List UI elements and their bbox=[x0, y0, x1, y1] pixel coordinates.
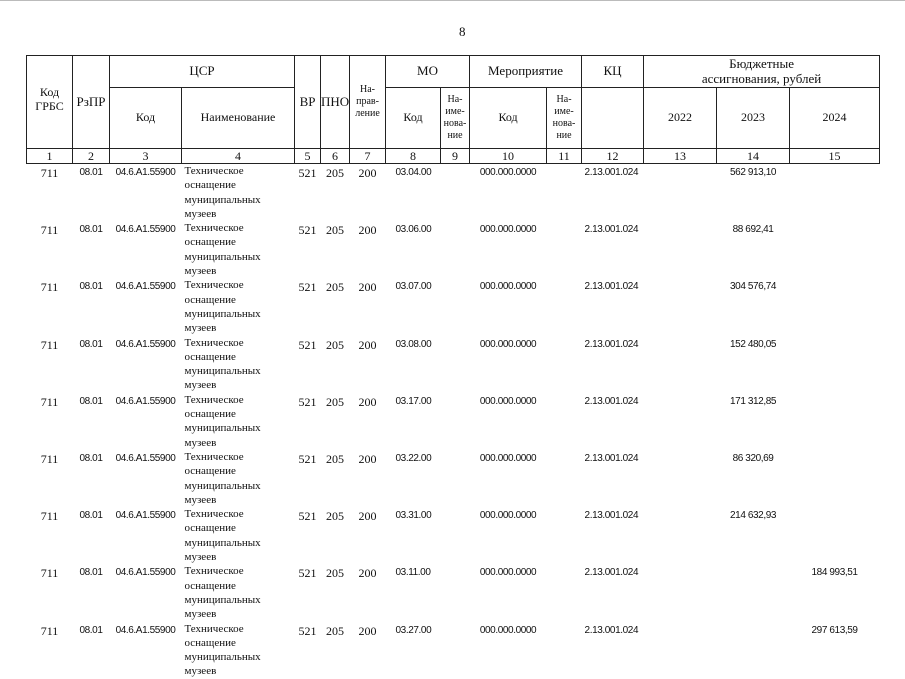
kc-cell: 2.13.001.024 bbox=[584, 452, 639, 464]
csr-name-cell: Техническое оснащение муниципальных музеев bbox=[184, 622, 261, 678]
csr-code-cell: 04.6.A1.55900 bbox=[115, 167, 176, 178]
amount-2023-cell: 304 576,74 bbox=[730, 281, 777, 293]
mo-code-cell: 03.08.00 bbox=[395, 338, 432, 350]
header-event-name: На- име- нова- ние bbox=[547, 88, 582, 149]
table-row bbox=[27, 622, 880, 679]
header-event: Мероприятие bbox=[470, 56, 582, 88]
pno-cell: 205 bbox=[326, 337, 345, 352]
pno-cell: 205 bbox=[326, 566, 345, 581]
column-number: 12 bbox=[582, 149, 644, 164]
kc-cell: 2.13.001.024 bbox=[584, 624, 639, 636]
amount-2022-cell bbox=[644, 221, 717, 278]
event-name-cell bbox=[547, 507, 582, 564]
amount-2023-cell: 171 312,85 bbox=[730, 395, 777, 407]
amount-2024-cell bbox=[790, 336, 880, 393]
event-name-cell bbox=[547, 221, 582, 278]
mo-name-cell bbox=[441, 221, 470, 278]
amount-2024-cell bbox=[790, 221, 880, 278]
header-csr: ЦСР bbox=[110, 56, 295, 88]
amount-2024-cell bbox=[790, 164, 880, 222]
page-top-border bbox=[0, 0, 905, 1]
header-kc-empty bbox=[582, 88, 644, 149]
header-grbs: Код ГРБС bbox=[27, 56, 73, 149]
event-code-cell: 000.000.0000 bbox=[479, 452, 537, 464]
direction-cell: 200 bbox=[358, 566, 377, 581]
amount-2022-cell bbox=[644, 622, 717, 679]
budget-table bbox=[26, 55, 880, 679]
direction-cell: 200 bbox=[358, 337, 377, 352]
amount-2023-cell: 86 320,69 bbox=[732, 452, 774, 464]
csr-code-cell: 04.6.A1.55900 bbox=[115, 510, 176, 522]
event-code-cell: 000.000.0000 bbox=[479, 281, 537, 293]
amount-2023-cell bbox=[717, 622, 790, 679]
kc-cell: 2.13.001.024 bbox=[584, 395, 639, 407]
event-code-cell: 000.000.0000 bbox=[479, 567, 537, 579]
vr-cell: 521 bbox=[298, 166, 317, 180]
column-number: 3 bbox=[110, 149, 182, 164]
grbs-cell: 711 bbox=[40, 337, 59, 352]
column-number: 1 bbox=[27, 149, 73, 164]
amount-2023-cell bbox=[717, 564, 790, 621]
csr-name-cell: Техническое оснащение муниципальных музеев bbox=[184, 279, 261, 335]
header-event-code: Код bbox=[470, 88, 547, 149]
event-name-cell bbox=[547, 622, 582, 679]
direction-cell: 200 bbox=[358, 223, 377, 238]
mo-code-cell: 03.06.00 bbox=[395, 224, 432, 236]
column-number-row bbox=[27, 149, 880, 164]
header-mo-code: Код bbox=[386, 88, 441, 149]
column-number: 13 bbox=[644, 149, 717, 164]
header-csr-code: Код bbox=[110, 88, 182, 149]
direction-cell: 200 bbox=[358, 451, 377, 466]
amount-2023-cell: 214 632,93 bbox=[730, 510, 777, 522]
kc-cell: 2.13.001.024 bbox=[584, 567, 639, 579]
amount-2022-cell bbox=[644, 450, 717, 507]
column-number: 10 bbox=[470, 149, 547, 164]
csr-name-cell: Техническое оснащение муниципальных музеев bbox=[184, 393, 261, 449]
column-number: 7 bbox=[350, 149, 386, 164]
grbs-cell: 711 bbox=[40, 623, 59, 638]
event-code-cell: 000.000.0000 bbox=[479, 624, 537, 636]
rzpr-cell: 08.01 bbox=[79, 510, 103, 522]
page-number: 8 bbox=[459, 24, 466, 39]
table-row bbox=[27, 393, 880, 450]
header-pno: ПНО bbox=[321, 56, 350, 149]
amount-2024-cell bbox=[790, 450, 880, 507]
vr-cell: 521 bbox=[298, 509, 317, 524]
amount-2022-cell bbox=[644, 393, 717, 450]
mo-name-cell bbox=[441, 507, 470, 564]
table-row bbox=[27, 336, 880, 393]
direction-cell: 200 bbox=[358, 280, 377, 295]
kc-cell: 2.13.001.024 bbox=[584, 510, 639, 522]
amount-2022-cell bbox=[644, 336, 717, 393]
rzpr-cell: 08.01 bbox=[79, 395, 103, 407]
header-mo: МО bbox=[386, 56, 470, 88]
amount-2024-cell bbox=[790, 507, 880, 564]
event-name-cell bbox=[547, 393, 582, 450]
event-name-cell bbox=[547, 336, 582, 393]
pno-cell: 205 bbox=[326, 623, 345, 638]
rzpr-cell: 08.01 bbox=[79, 224, 103, 236]
csr-name-cell: Техническое оснащение муниципальных музеев bbox=[184, 450, 261, 506]
grbs-cell: 711 bbox=[40, 509, 59, 524]
event-code-cell: 000.000.0000 bbox=[479, 167, 537, 178]
mo-name-cell bbox=[441, 622, 470, 679]
grbs-cell: 711 bbox=[40, 394, 59, 409]
amount-2022-cell bbox=[644, 278, 717, 335]
csr-name-cell: Техническое оснащение муниципальных музеев bbox=[184, 336, 261, 392]
vr-cell: 521 bbox=[298, 566, 317, 581]
rzpr-cell: 08.01 bbox=[79, 281, 103, 293]
csr-code-cell: 04.6.A1.55900 bbox=[115, 224, 176, 236]
direction-cell: 200 bbox=[358, 394, 377, 409]
column-number: 14 bbox=[717, 149, 790, 164]
event-code-cell: 000.000.0000 bbox=[479, 338, 537, 350]
mo-name-cell bbox=[441, 564, 470, 621]
column-number: 6 bbox=[321, 149, 350, 164]
kc-cell: 2.13.001.024 bbox=[584, 281, 639, 293]
amount-2024-cell bbox=[790, 278, 880, 335]
column-number: 8 bbox=[386, 149, 441, 164]
pno-cell: 205 bbox=[326, 509, 345, 524]
csr-name-cell: Техническое оснащение муниципальных музеев bbox=[184, 222, 261, 278]
amount-2022-cell bbox=[644, 164, 717, 222]
event-name-cell bbox=[547, 564, 582, 621]
event-name-cell bbox=[547, 164, 582, 222]
mo-code-cell: 03.27.00 bbox=[395, 624, 432, 636]
vr-cell: 521 bbox=[298, 451, 317, 466]
pno-cell: 205 bbox=[326, 223, 345, 238]
header-year-2024: 2024 bbox=[790, 88, 880, 149]
amount-2024-cell bbox=[790, 393, 880, 450]
csr-name-cell: Техническое оснащение муниципальных музеев bbox=[184, 508, 261, 564]
header-kc: КЦ bbox=[582, 56, 644, 88]
amount-2022-cell bbox=[644, 507, 717, 564]
header-budget: Бюджетные ассигнования, рублей bbox=[644, 56, 880, 88]
amount-2023-cell: 562 913,10 bbox=[730, 167, 777, 178]
mo-name-cell bbox=[441, 450, 470, 507]
pno-cell: 205 bbox=[326, 280, 345, 295]
event-code-cell: 000.000.0000 bbox=[479, 395, 537, 407]
grbs-cell: 711 bbox=[40, 280, 59, 295]
table-row bbox=[27, 278, 880, 335]
kc-cell: 2.13.001.024 bbox=[584, 167, 639, 178]
rzpr-cell: 08.01 bbox=[79, 338, 103, 350]
mo-name-cell bbox=[441, 393, 470, 450]
mo-code-cell: 03.22.00 bbox=[395, 452, 432, 464]
amount-2024-cell: 297 613,59 bbox=[811, 624, 858, 636]
mo-code-cell: 03.17.00 bbox=[395, 395, 432, 407]
table-row bbox=[27, 564, 880, 621]
table-body bbox=[27, 164, 880, 679]
vr-cell: 521 bbox=[298, 337, 317, 352]
mo-name-cell bbox=[441, 336, 470, 393]
kc-cell: 2.13.001.024 bbox=[584, 338, 639, 350]
event-name-cell bbox=[547, 450, 582, 507]
rzpr-cell: 08.01 bbox=[79, 167, 103, 178]
header-year-2023: 2023 bbox=[717, 88, 790, 149]
column-number: 2 bbox=[73, 149, 110, 164]
header-rzpr: РзПР bbox=[73, 56, 110, 149]
column-number: 4 bbox=[182, 149, 295, 164]
csr-code-cell: 04.6.A1.55900 bbox=[115, 338, 176, 350]
csr-code-cell: 04.6.A1.55900 bbox=[115, 452, 176, 464]
header-year-2022: 2022 bbox=[644, 88, 717, 149]
event-code-cell: 000.000.0000 bbox=[479, 510, 537, 522]
pno-cell: 205 bbox=[326, 394, 345, 409]
csr-code-cell: 04.6.A1.55900 bbox=[115, 281, 176, 293]
table-row bbox=[27, 221, 880, 278]
direction-cell: 200 bbox=[358, 166, 377, 180]
rzpr-cell: 08.01 bbox=[79, 567, 103, 579]
grbs-cell: 711 bbox=[40, 451, 59, 466]
table-row bbox=[27, 164, 880, 222]
header-direction: На- прав- ление bbox=[350, 56, 386, 149]
header-vr: ВР bbox=[295, 56, 321, 149]
csr-name-cell: Техническое оснащение муниципальных музеев bbox=[184, 165, 261, 220]
mo-code-cell: 03.04.00 bbox=[395, 167, 432, 178]
mo-code-cell: 03.07.00 bbox=[395, 281, 432, 293]
table-row bbox=[27, 450, 880, 507]
table-row bbox=[27, 507, 880, 564]
pno-cell: 205 bbox=[326, 451, 345, 466]
vr-cell: 521 bbox=[298, 223, 317, 238]
csr-code-cell: 04.6.A1.55900 bbox=[115, 567, 176, 579]
vr-cell: 521 bbox=[298, 623, 317, 638]
direction-cell: 200 bbox=[358, 509, 377, 524]
direction-cell: 200 bbox=[358, 623, 377, 638]
mo-name-cell bbox=[441, 278, 470, 335]
amount-2024-cell: 184 993,51 bbox=[811, 567, 858, 579]
mo-code-cell: 03.11.00 bbox=[395, 567, 431, 579]
mo-name-cell bbox=[441, 164, 470, 222]
vr-cell: 521 bbox=[298, 280, 317, 295]
grbs-cell: 711 bbox=[40, 166, 59, 180]
csr-code-cell: 04.6.A1.55900 bbox=[115, 395, 176, 407]
column-number: 5 bbox=[295, 149, 321, 164]
csr-name-cell: Техническое оснащение муниципальных музеев bbox=[184, 565, 261, 621]
grbs-cell: 711 bbox=[40, 223, 59, 238]
event-code-cell: 000.000.0000 bbox=[479, 224, 537, 236]
rzpr-cell: 08.01 bbox=[79, 624, 103, 636]
grbs-cell: 711 bbox=[40, 566, 59, 581]
amount-2023-cell: 152 480,05 bbox=[730, 338, 777, 350]
column-number: 9 bbox=[441, 149, 470, 164]
header-csr-name: Наименование bbox=[182, 88, 295, 149]
event-name-cell bbox=[547, 278, 582, 335]
mo-code-cell: 03.31.00 bbox=[395, 510, 432, 522]
csr-code-cell: 04.6.A1.55900 bbox=[115, 624, 176, 636]
column-number: 11 bbox=[547, 149, 582, 164]
vr-cell: 521 bbox=[298, 394, 317, 409]
amount-2023-cell: 88 692,41 bbox=[732, 224, 774, 236]
rzpr-cell: 08.01 bbox=[79, 452, 103, 464]
kc-cell: 2.13.001.024 bbox=[584, 224, 639, 236]
pno-cell: 205 bbox=[326, 166, 345, 180]
header-mo-name: На- име- нова- ние bbox=[441, 88, 470, 149]
column-number: 15 bbox=[790, 149, 880, 164]
amount-2022-cell bbox=[644, 564, 717, 621]
